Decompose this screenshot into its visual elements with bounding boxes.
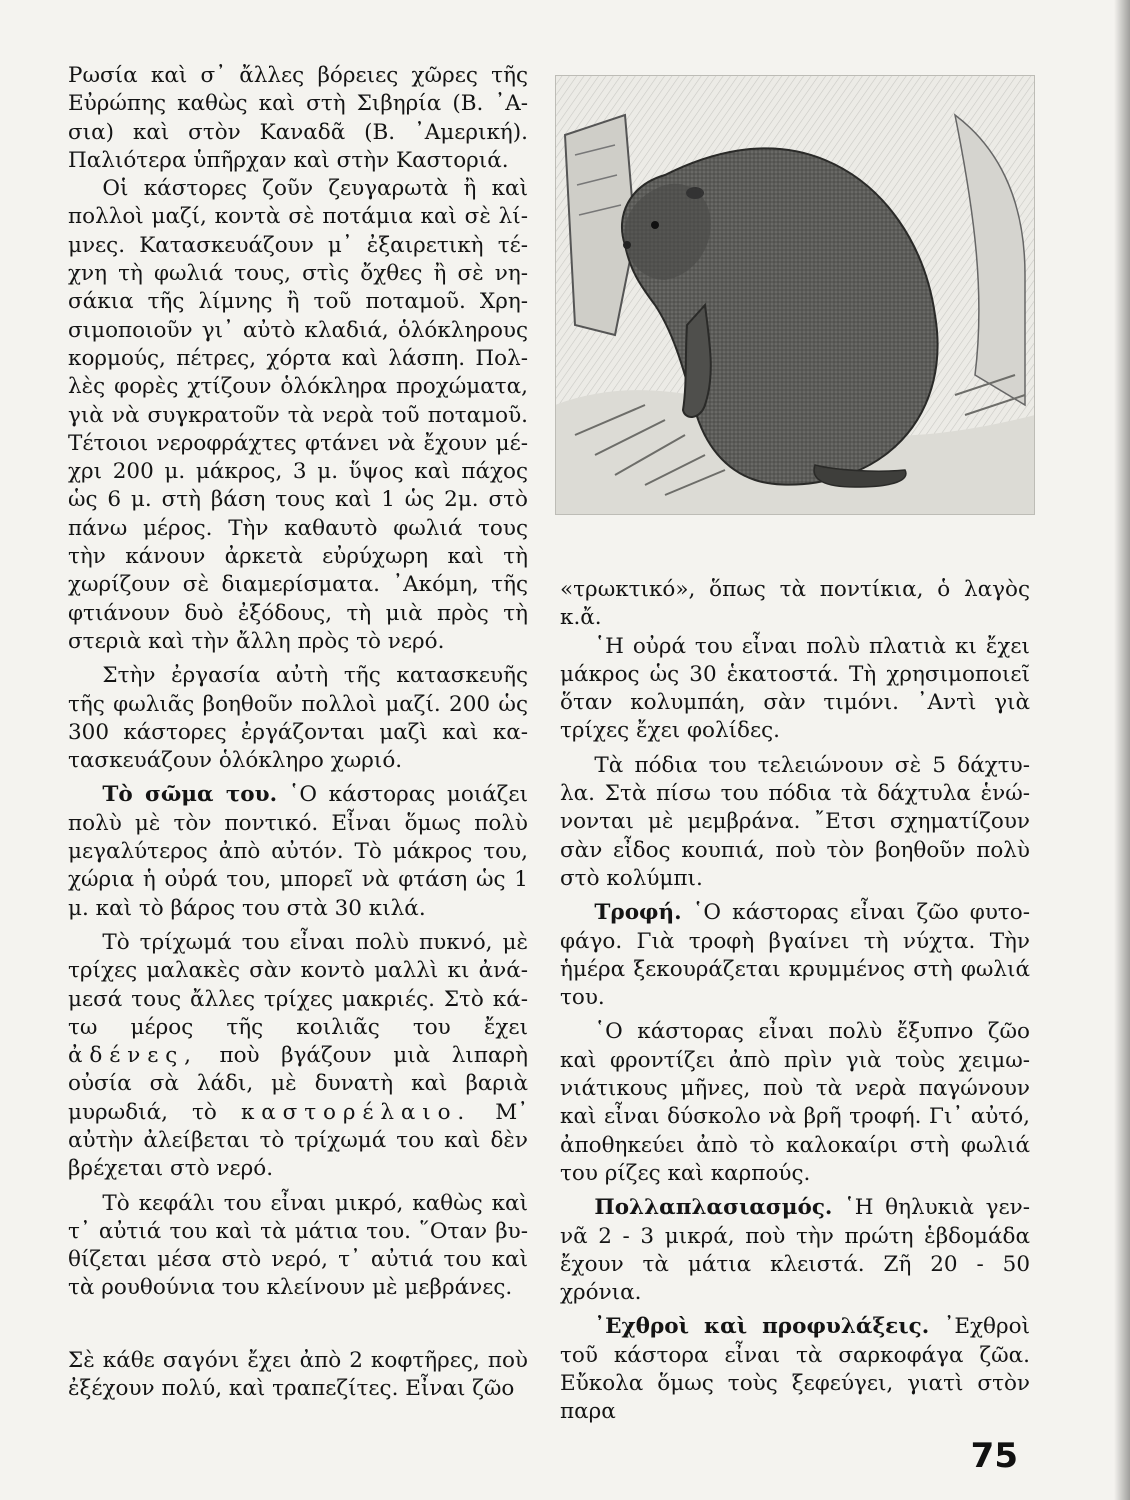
beaver-drawing bbox=[555, 75, 1035, 515]
page-edge-shadow bbox=[1114, 0, 1130, 1500]
paragraph-teeth: Σὲ κάθε σαγόνι ἔχει ἀπὸ 2 κοφτῆρες, ποὺ ἐξέχουν πολύ, καὶ τραπεζίτες. Εἶναι ζῶο bbox=[68, 1347, 528, 1402]
food-text: ῾Ο κάστορας εἶναι ζῶο φυτοφάγο. Γιὰ τροφὴ βγαίνει τὴ νύχτα. Τὴν ἡμέρα ξεκουράζεται κρυμμένος στὴ φωλιά του. bbox=[560, 900, 1030, 1011]
paragraph-cooperation: Στὴν ἐργασία αὐτὴ τῆς κατασκευῆς τῆς φωλιᾶς βοηθοῦν πολλοὶ μαζί. 200 ὡς 300 κάστορες ἐργάζονται μαζὶ καὶ κατασκευάζουν ὁλόκληρο χωριό. bbox=[68, 663, 528, 774]
fur-text-before: Τὸ τρίχωμά του εἶναι πολὺ πυκνό, μὲ τρίχες μαλακὲς σὰν κοντὸ μαλλὶ κι ἀνάμεσά τους ἄλλες τρίχες μακριές. Στὸ κάτω μέρος τῆς κοιλιᾶς του ἔχει bbox=[68, 929, 528, 1040]
page-number: 75 bbox=[970, 1436, 1018, 1476]
term-castoreum: καστορέλαιο. bbox=[240, 1099, 472, 1125]
left-column bbox=[68, 62, 528, 1403]
right-column bbox=[560, 576, 1030, 1427]
paragraph-food bbox=[560, 899, 1030, 1012]
section-heading-reproduction: Πολλαπλασιασμός. bbox=[594, 1195, 833, 1221]
paragraph-enemies bbox=[560, 1313, 1030, 1426]
beaver-illustration bbox=[555, 75, 1035, 515]
reproduction-text: ῾Η θηλυκιὰ γεννᾶ 2 - 3 μικρά, ποὺ τὴν πρώτη ἑβδομάδα ἔχουν τὰ μάτια κλειστά. Ζῆ 20 - 50 χρόνια. bbox=[560, 1195, 1030, 1306]
paragraph-reproduction bbox=[560, 1194, 1030, 1307]
section-heading-body: Τὸ σῶμα του. bbox=[102, 782, 278, 808]
paragraph-habitat: Οἱ κάστορες ζοῦν ζευγαρωτὰ ἢ καὶ πολλοὶ μαζί, κοντὰ σὲ ποτάμια καὶ σὲ λίμνες. Κατασκευάζουν μ᾽ ἐξαιρετικὴ τέχνη τὴ φωλιά τους, στὶς ὄχθες ἢ σὲ νησάκια τῆς λίμνης ἢ τοῦ ποταμοῦ. Χρησιμοποιοῦν γι᾽ αὐτὸ κλαδιά, ὁλόκληρους κορμούς, πέτρες, χόρτα καὶ λάσπη. Πολλὲς φορὲς χτίζουν ὁλόκληρα προχώματα, γιὰ νὰ συγκρατοῦν τὰ νερὰ τοῦ ποταμοῦ. Τέτοιοι νεροφράχτες φτάνει νὰ ἔχουν μέχρι 200 μ. μάκρος, 3 μ. ὕψος καὶ πάχος ὡς 6 μ. στὴ βάση τους καὶ 1 ὡς 2μ. στὸ πάνω μέρος. Τὴν καθαυτὸ φωλιά τους τὴν κάνουν ἀρκετὰ εὐρύχωρη καὶ τὴ χωρίζουν σὲ διαμερίσματα. ᾽Ακόμη, τῆς φτιάνουν δυὸ ἐξόδους, τὴ μιὰ πρὸς τὴ στεριὰ καὶ τὴν ἄλλη πρὸς τὸ νερό. bbox=[68, 176, 528, 654]
paragraph-body bbox=[68, 781, 528, 922]
section-heading-enemies: ᾽Εχθροὶ καὶ προφυλάξεις. bbox=[594, 1314, 930, 1340]
term-glands: ἀδένες, bbox=[68, 1043, 198, 1069]
fur-text-middle: ποὺ βγάζουν μιὰ λιπαρὴ οὐσία σὰ λάδι, μὲ δυνατὴ καὶ βαριὰ μυρωδιά, τὸ bbox=[68, 1043, 528, 1125]
paragraph-fur bbox=[68, 929, 528, 1184]
enemies-text: ᾽Εχθροὶ τοῦ κάστορα εἶναι τὰ σαρκοφάγα ζῶα. Εὔκολα ὅμως τοὺς ξεφεύγει, γιατὶ στὸν παρα bbox=[560, 1314, 1030, 1425]
paragraph-feet: Τὰ πόδια του τελειώνουν σὲ 5 δάχτυλα. Στὰ πίσω του πόδια τὰ δάχτυλα ἑνώνονται μὲ μεμβράνα. ῎Ετσι σχηματίζουν σὰν εἶδος κουπιά, ποὺ τὸν βοηθοῦν πολὺ στὸ κολύμπι. bbox=[560, 752, 1030, 891]
paragraph-distribution: Ρωσία καὶ σ᾽ ἄλλες βόρειες χῶρες τῆς Εὐρώπης καθὼς καὶ στὴ Σιβηρία (Β. ᾽Ασια) καὶ στὸν Καναδᾶ (Β. ᾽Αμερική). Παλιότερα ὑπῆρχαν καὶ στὴν Καστοριά. bbox=[68, 63, 528, 173]
paragraph-head: Τὸ κεφάλι του εἶναι μικρό, καθὼς καὶ τ᾽ αὐτιά του καὶ τὰ μάτια του. ῞Οταν βυθίζεται μέσα στὸ νερό, τ᾽ αὐτιά του καὶ τὰ ρουθούνια του κλείνουν μὲ μεβράνες. bbox=[68, 1190, 528, 1301]
section-heading-food: Τροφή. bbox=[594, 900, 682, 926]
paragraph-rodent: «τρωκτικό», ὅπως τὰ ποντίκια, ὁ λαγὸς κ.ἄ. bbox=[560, 577, 1030, 631]
paragraph-tail: ῾Η οὐρά του εἶναι πολὺ πλατιὰ κι ἔχει μάκρος ὡς 30 ἑκατοστά. Τὴ χρησιμοποιεῖ ὅταν κολυμπάη, σὰν τιμόνι. ᾽Αντὶ γιὰ τρίχες ἔχει φολίδες. bbox=[560, 633, 1030, 744]
fur-text-after: Μ᾽ αὐτὴν ἀλείβεται τὸ τρίχωμά του καὶ δὲν βρέχεται στὸ νερό. bbox=[68, 1099, 528, 1182]
body-text: ῾Ο κάστορας μοιάζει πολὺ μὲ τὸν ποντικό. Εἶναι ὅμως πολὺ μεγαλύτερος ἀπὸ αὐτόν. Τὸ μάκρος του, χώρια ἡ οὐρά του, μπορεῖ νὰ φτάση ὡς 1 μ. καὶ τὸ βάρος του στὰ 30 κιλά. bbox=[68, 782, 529, 921]
paragraph-storage: ῾Ο κάστορας εἶναι πολὺ ἔξυπνο ζῶο καὶ φροντίζει ἀπὸ πρὶν γιὰ τοὺς χειμωνιάτικους μῆνες, ποὺ τὰ νερὰ παγώνουν καὶ εἶναι δύσκολο νὰ βρῆ τροφή. Γι᾽ αὐτό, ἀποθηκεύει ἀπὸ τὸ καλοκαίρι στὴ φωλιά του ρίζες καὶ καρπούς. bbox=[560, 1019, 1030, 1186]
